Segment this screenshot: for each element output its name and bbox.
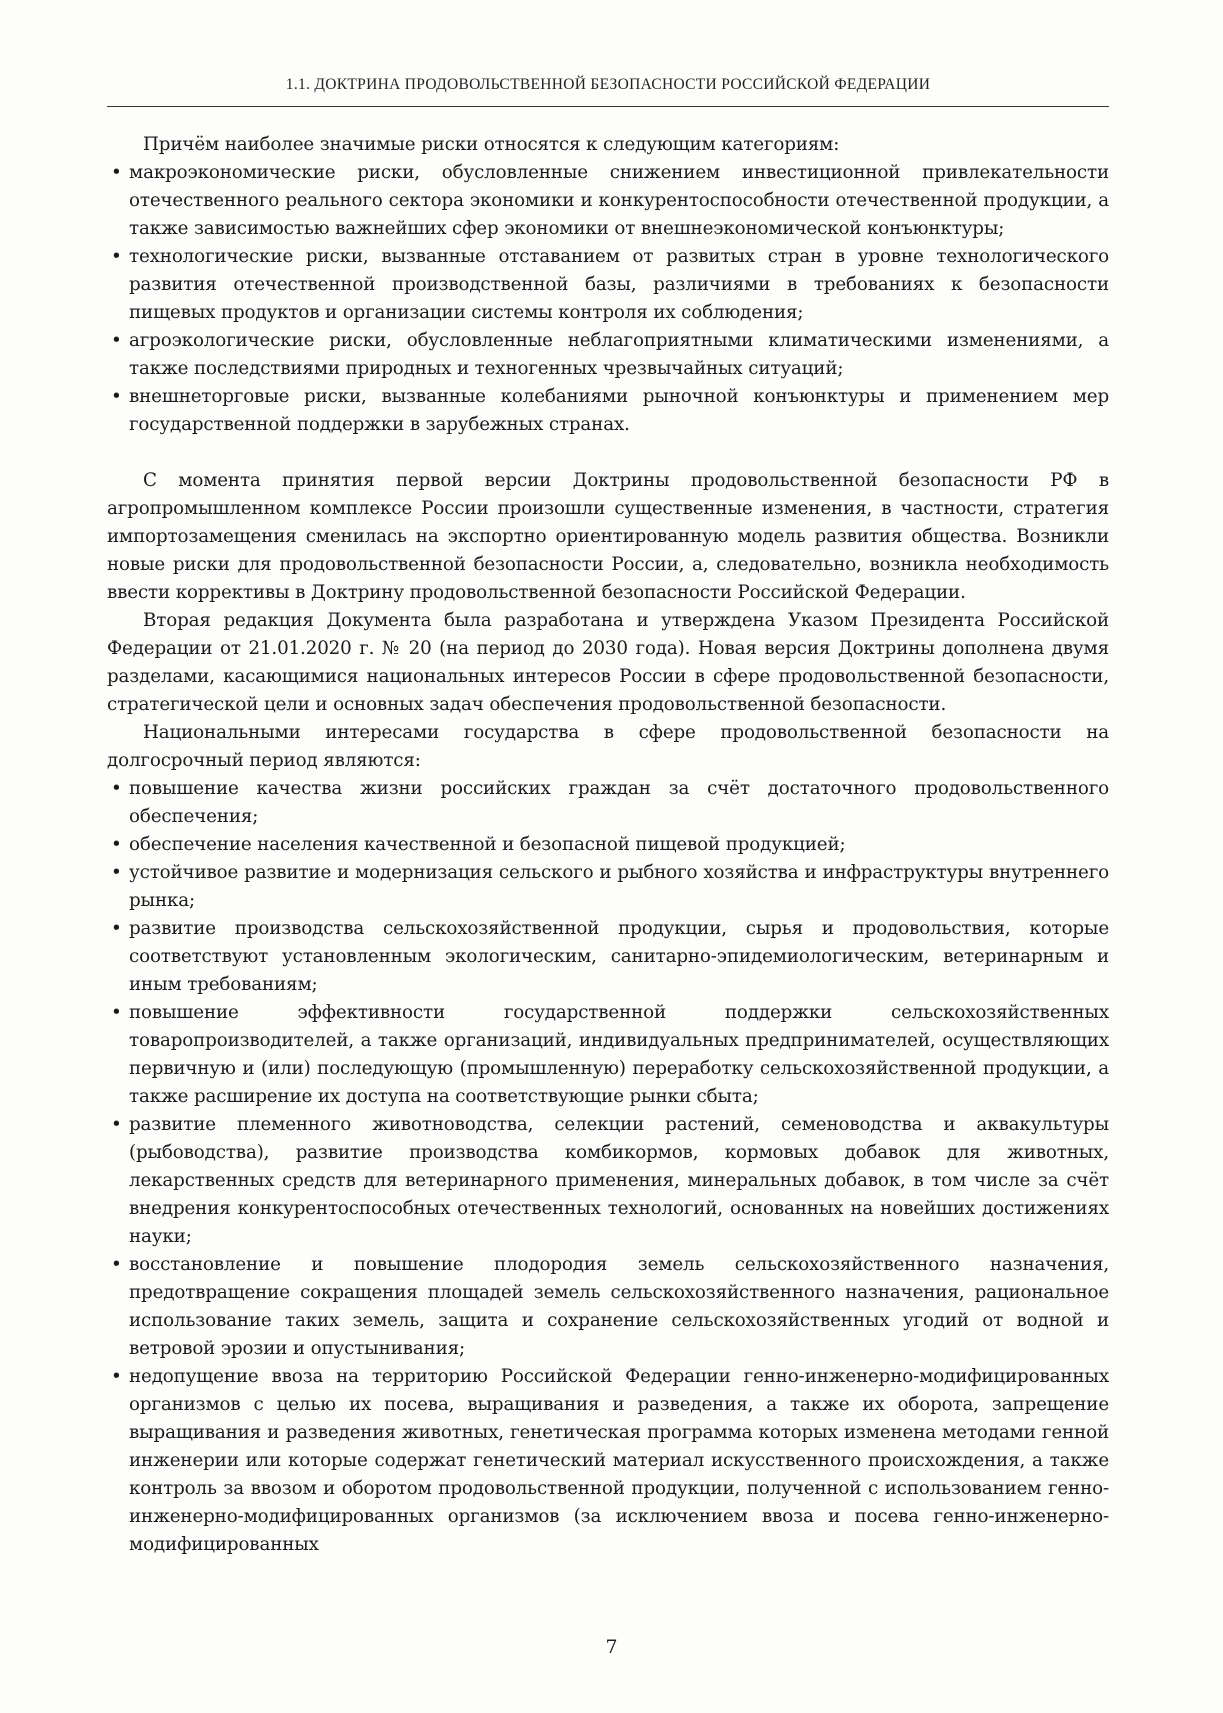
list-item: • макроэкономические риски, обусловленные снижением инвестиционной привлекательности отечественного реального сектора экономики и конкурентоспособности отечественной продукции, а также зависимостью важнейших сфер экономики от внешнеэкономической конъюнктуры; [107,159,1109,243]
list-item: • недопущение ввоза на территорию Российской Федерации генно-инженерно-модифицированных организмов с целью их посева, выращивания и разведения, а также их оборота, запрещение выращивания и разведения животных, генетическая программа которых изменена методами генной инженерии или которые содержат генетический материал искусственного происхождения, а также контроль за ввозом и оборотом продовольственной продукции, полученной с использованием генно-инженерно-модифицированных организмов (за исключением ввоза и посева генно-инженерно-модифицированных [107,1363,1109,1559]
risks-lead: Причём наиболее значимые риски относятся к следующим категориям: [143,134,840,155]
paragraph: Вторая редакция Документа была разработана и утверждена Указом Президента Российской Федерации от 21.01.2020 г. № 20 (на период до 2030 года). Новая версия Доктрины дополнена двумя разделами, касающимися национальных интересов России в сфере продовольственной безопасности, стратегической цели и основных задач обеспечения продовольственной безопасности. [107,610,1109,715]
running-head: 1.1. ДОКТРИНА ПРОДОВОЛЬСТВЕННОЙ БЕЗОПАСНОСТИ РОССИЙСКОЙ ФЕДЕРАЦИИ [285,76,931,93]
list-item: • устойчивое развитие и модернизация сельского и рыбного хозяйства и инфраструктуры внутреннего рынка; [107,859,1109,915]
list-item: • агроэкологические риски, обусловленные неблагоприятными климатическими изменениями, а также последствиями природных и техногенных чрезвычайных ситуаций; [107,327,1109,383]
paragraph: С момента принятия первой версии Доктрины продовольственной безопасности РФ в агропромышленном комплексе России произошли существенные изменения, в частности, стратегия импортозамещения сменилась на экспортно ориентированную модель развития общества. Возникли новые риски для продовольственной безопасности России, а, следовательно, возникла необходимость ввести коррективы в Доктрину продовольственной безопасности Российской Федерации. [107,470,1109,603]
list-item: • развитие производства сельскохозяйственной продукции, сырья и продовольствия, которые соответствуют установленным экологическим, санитарно-эпидемиологическим, ветеринарным и иным требованиям; [107,915,1109,999]
list-item: • повышение качества жизни российских граждан за счёт достаточного продовольственного обеспечения; [107,775,1109,831]
header-rule [107,106,1109,107]
paragraph: Национальными интересами государства в сфере продовольственной безопасности на долгосрочный период являются: [107,722,1109,771]
list-item: • технологические риски, вызванные отставанием от развитых стран в уровне технологического развития отечественной производственной базы, различиями в требованиях к безопасности пищевых продуктов и организации системы контроля их соблюдения; [107,243,1109,327]
section-gap [107,439,1109,467]
interests-list [107,775,1109,1559]
list-item: • развитие племенного животноводства, селекции растений, семеноводства и аквакультуры (рыбоводства), развитие производства комбикормов, кормовых добавок для животных, лекарственных средств для ветеринарного применения, минеральных добавок, в том числе за счёт внедрения конкурентоспособных отечественных технологий, основанных на новейших достижениях науки; [107,1111,1109,1251]
risk-list [107,159,1109,439]
list-item: • восстановление и повышение плодородия земель сельскохозяйственного назначения, предотвращение сокращения площадей земель сельскохозяйственного назначения, рациональное использование таких земель, защита и сохранение сельскохозяйственных угодий от водной и ветровой эрозии и опустынивания; [107,1251,1109,1363]
list-item: • обеспечение населения качественной и безопасной пищевой продукцией; [107,831,1109,859]
list-item: • повышение эффективности государственной поддержки сельскохозяйственных товаропроизводителей, а также организаций, индивидуальных предпринимателей, осуществляющих первичную и (или) последующую (промышленную) переработку сельскохозяйственной продукции, а также расширение их доступа на соответствующие рынки сбыта; [107,999,1109,1111]
page-number: 7 [605,1636,618,1658]
list-item: • внешнеторговые риски, вызванные колебаниями рыночной конъюнктуры и применением мер государственной поддержки в зарубежных странах. [107,383,1109,439]
page-body [107,131,1109,1559]
